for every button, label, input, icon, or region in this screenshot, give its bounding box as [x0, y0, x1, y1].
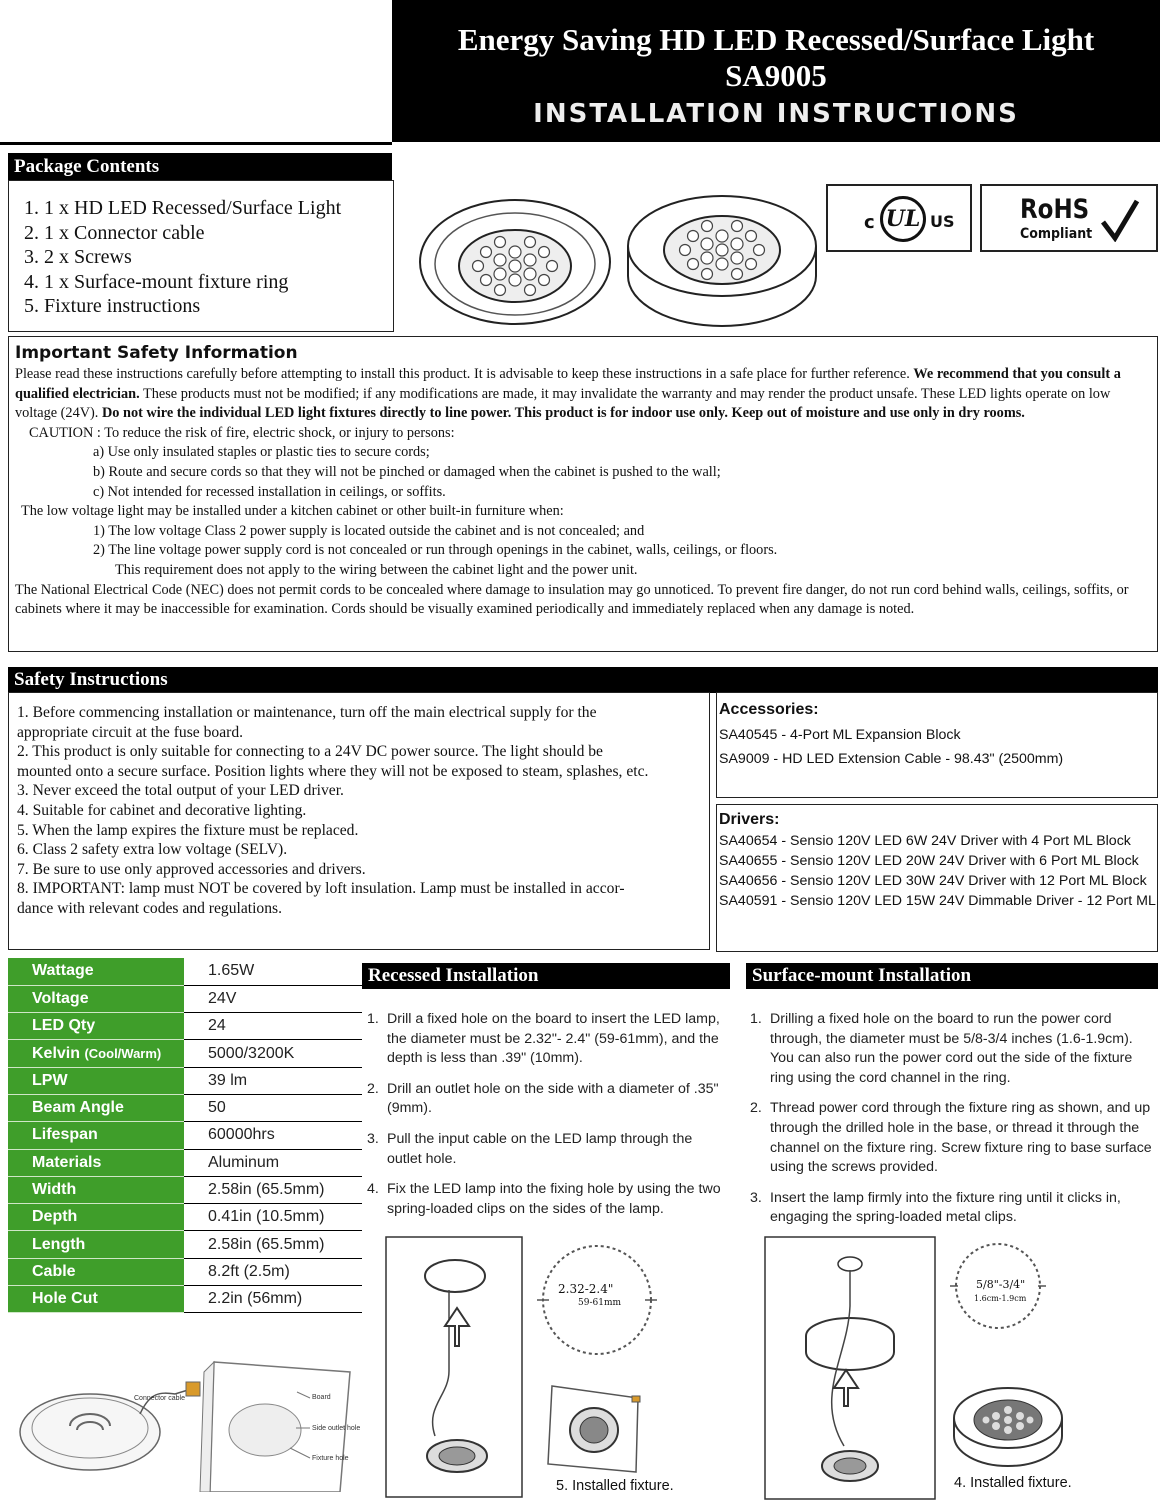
list-item: 3. 2 x Screws: [24, 246, 132, 268]
table-row: [8, 1231, 362, 1258]
list-item: 3. Never exceed the total output of your LED driver.: [17, 782, 344, 800]
surface-mount-heading: Surface-mount Installation: [746, 963, 1158, 989]
nec-paragraph: The National Electrical Code (NEC) does not permit cords to be concealed where damage to insulation may go unnoticed. To prevent fire danger, do not run cord behind walls, ceilings, soffits, or cabinets where it may be inaccessible for examination. Cords should be visually examined periodically and immediately replaced when any damage is noted.: [15, 581, 1129, 618]
spec-value: 50: [184, 1094, 362, 1121]
important-safety-heading: Important Safety Information: [15, 343, 298, 363]
spec-label-note: (Cool/Warm): [84, 1045, 162, 1061]
list-item: 1. 1 x HD LED Recessed/Surface Light: [24, 197, 342, 219]
important-safety-section: [8, 336, 1158, 652]
spec-value: 1.65W: [184, 958, 362, 985]
list-item: 5. Fixture instructions: [24, 295, 201, 317]
spec-label: Kelvin: [32, 1044, 81, 1062]
list-item: [750, 1189, 1152, 1228]
surface-hole-dimension: 5/8"-3/4": [976, 1278, 1026, 1291]
accessories-heading: Accessories:: [719, 701, 819, 718]
list-item: 6. Class 2 safety extra low voltage (SELV).: [17, 841, 288, 859]
fixture-hole-label: Fixture hole: [312, 1455, 349, 1462]
spec-label: Length: [8, 1231, 184, 1258]
spec-label: LED Qty: [8, 1013, 184, 1040]
step-number: 3.: [367, 1130, 379, 1147]
spec-label: Lifespan: [8, 1122, 184, 1149]
safety-text: These products must not be modified; if any modifications are made, it may invalidate the warranty and may render the product unsafe. These LED lights operate on low voltage (24V).: [15, 385, 1111, 422]
spec-label: Materials: [8, 1149, 184, 1176]
list-item: 2. 1 x Connector cable: [24, 221, 205, 244]
side-outlet-hole-label: Side outlet hole: [312, 1425, 361, 1432]
caution-item: c) Not intended for recessed installation in ceilings, or soffits.: [93, 483, 446, 500]
document-subtitle: INSTALLATION INSTRUCTIONS: [533, 99, 1019, 129]
ul-circle-icon: UL: [880, 196, 926, 242]
step-number: 2.: [367, 1080, 379, 1097]
safety-text-bold: We recommend that you consult a qualified electrician.: [15, 366, 1121, 402]
model-number: SA9005: [725, 58, 827, 93]
list-item: SA9009 - HD LED Extension Cable - 98.43" (2500mm): [719, 751, 1064, 767]
safety-instructions-heading: Safety Instructions: [8, 667, 1158, 693]
caution-item: b) Route and secure cords so that they will not be pinched or damaged when the cabinet is pushed to the wall;: [93, 463, 721, 480]
surface-hole-dimension-metric: 1.6cm-1.9cm: [974, 1294, 1027, 1303]
safety-instructions-box: [8, 692, 710, 950]
spec-value: 2.58in (65.5mm): [184, 1231, 362, 1258]
spec-label: Depth: [8, 1204, 184, 1231]
table-row: [8, 1286, 362, 1313]
table-row: [8, 958, 362, 985]
low-voltage-item: 2) The line voltage power supply cord is not concealed or run through openings in the cabinet, walls, ceilings, or floors.: [93, 542, 778, 559]
spec-value: Aluminum: [184, 1149, 362, 1176]
list-item: SA40654 - Sensio 120V LED 6W 24V Driver with 4 Port ML Block: [719, 833, 1131, 849]
list-item: mounted onto a secure surface. Position lights where they will not be exposed to steam, splashes, etc.: [17, 762, 649, 780]
spec-value: 8.2ft (2.5m): [184, 1258, 362, 1285]
list-item: 5. When the lamp expires the fixture must be replaced.: [17, 821, 359, 839]
spec-value: 24: [184, 1013, 362, 1040]
product-title: Energy Saving HD LED Recessed/Surface Light: [457, 22, 1095, 57]
caution-text: To reduce the risk of fire, electric shock, or injury to persons:: [100, 424, 455, 441]
list-item: [750, 1099, 1152, 1177]
spec-value: 0.41in (10.5mm): [184, 1204, 362, 1231]
recessed-hole-dimension-metric: 59-61mm: [578, 1298, 622, 1308]
spec-value: 5000/3200K: [184, 1040, 362, 1067]
rohs-certification-mark: [980, 184, 1158, 252]
surface-mount-steps: [750, 1010, 1152, 1239]
table-row: [8, 1013, 362, 1040]
list-item: appropriate circuit at the fuse board.: [17, 723, 244, 741]
list-item: [367, 1180, 723, 1219]
table-row: [8, 1176, 362, 1203]
list-item: SA40545 - 4-Port ML Expansion Block: [719, 727, 961, 743]
list-item: SA40591 - Sensio 120V LED 15W 24V Dimmable Driver - 12 Port ML: [719, 893, 1156, 909]
rohs-label: RoHS: [1020, 194, 1090, 225]
spec-label: Width: [8, 1176, 184, 1203]
ul-certification-mark: [826, 184, 972, 252]
spec-label: Cable: [8, 1258, 184, 1285]
spec-value: 2.2in (56mm): [184, 1286, 362, 1313]
connector-cable-label: Connector cable: [134, 1395, 185, 1402]
spec-value: 2.58in (65.5mm): [184, 1176, 362, 1203]
spec-value: 24V: [184, 985, 362, 1012]
connector-diagram: [10, 1352, 360, 1492]
step-number: 3.: [750, 1189, 762, 1206]
list-item: 7. Be sure to use only approved accessories and drivers.: [17, 860, 366, 878]
table-row: [8, 1067, 362, 1094]
spec-value: 60000hrs: [184, 1122, 362, 1149]
spec-label: LPW: [8, 1067, 184, 1094]
step-number: 1.: [750, 1011, 762, 1027]
table-row: [8, 1094, 362, 1121]
recessed-installed-caption: 5. Installed fixture.: [556, 1478, 674, 1494]
recessed-hole-dimension: 2.32-2.4": [558, 1282, 614, 1296]
list-item: 8. IMPORTANT: lamp must NOT be covered by loft insulation. Lamp must be installed in accor-: [17, 880, 625, 898]
low-voltage-note: This requirement does not apply to the wiring between the cabinet light and the power unit.: [115, 561, 638, 578]
low-voltage-item: 1) The low voltage Class 2 power supply is located outside the cabinet and is not concealed; and: [93, 522, 645, 539]
spec-label: Beam Angle: [8, 1094, 184, 1121]
table-row: [8, 1204, 362, 1231]
step-text: Pull the input cable on the LED lamp through the outlet hole.: [387, 1130, 693, 1167]
table-row: [8, 1040, 362, 1067]
safety-paragraph: [15, 365, 1151, 424]
step-text: Thread power cord through the fixture ring as shown, and up through the drilled hole in the base, or thread it through the channel on the fixture ring. Screw fixture ring to base surface using the screws provided.: [770, 1100, 1152, 1176]
header-banner: [392, 0, 1160, 142]
product-image-surface: [622, 186, 822, 332]
product-image-recessed: [416, 190, 614, 330]
checkmark-icon: [1100, 198, 1140, 242]
board-label: Board: [312, 1394, 331, 1401]
step-text: Drill a fixed hole on the board to insert the LED lamp, the diameter must be 2.32"- 2.4" (59-61mm), and the depth is less than .39" (10mm).: [387, 1011, 720, 1067]
low-voltage-line: The low voltage light may be installed under a kitchen cabinet or other built-in furniture when:: [21, 503, 564, 520]
step-number: 2.: [750, 1100, 762, 1117]
table-row: [8, 985, 362, 1012]
surface-installed-caption: 4. Installed fixture.: [954, 1475, 1072, 1491]
list-item: 1. Before commencing installation or maintenance, turn off the main electrical supply for the: [17, 704, 597, 721]
drivers-heading: Drivers:: [719, 811, 780, 828]
spec-label: Wattage: [8, 958, 184, 985]
installed-fixture-recessed-image: [544, 1380, 644, 1476]
list-item: [750, 1010, 1152, 1088]
recessed-steps: [367, 1010, 723, 1230]
step-text: Drill an outlet hole on the side with a diameter of .35" (9mm).: [387, 1080, 719, 1117]
step-text: Drilling a fixed hole on the board to run the power cord through, the diameter must be 5/8-3/4 inches (1.6-1.9cm). You can also run the power cord out the side of the fixture ring using the cord channel in the ring.: [770, 1011, 1133, 1086]
list-item: dance with relevant codes and regulations.: [17, 899, 282, 917]
ul-c-letter: c: [864, 212, 875, 233]
spec-label: Hole Cut: [8, 1286, 184, 1313]
list-item: 4. 1 x Surface-mount fixture ring: [24, 270, 289, 293]
spec-label: Voltage: [8, 985, 184, 1012]
table-row: [8, 1258, 362, 1285]
table-row: [8, 1149, 362, 1176]
list-item: 4. Suitable for cabinet and decorative lighting.: [17, 801, 307, 819]
list-item: [367, 1130, 723, 1169]
installed-fixture-surface-image: [950, 1378, 1066, 1472]
step-number: 1.: [367, 1011, 379, 1027]
spec-label-kelvin: [8, 1040, 184, 1067]
list-item: SA40655 - Sensio 120V LED 20W 24V Driver with 6 Port ML Block: [719, 853, 1139, 869]
surface-install-diagram: [764, 1236, 936, 1500]
step-number: 4.: [367, 1181, 379, 1198]
drivers-box: [716, 804, 1158, 952]
caution-line: [15, 424, 1151, 444]
ul-us-letters: US: [930, 212, 955, 231]
safety-text: Please read these instructions carefully before attempting to install this product. It is advisable to keep these instructions in a safe place for further reference.: [15, 366, 914, 382]
package-heading: Package Contents: [8, 153, 392, 180]
rohs-compliant-label: Compliant: [1020, 226, 1093, 242]
list-item: 2. This product is only suitable for connecting to a 24V DC power source. The light should be: [17, 743, 603, 761]
package-list: [24, 196, 341, 319]
safety-text-bold: Do not wire the individual LED light fixtures directly to line power. This product is for indoor use only. Keep out of moisture and use only in dry rooms.: [101, 405, 1025, 422]
table-row: [8, 1122, 362, 1149]
list-item: [367, 1080, 723, 1119]
list-item: SA40656 - Sensio 120V LED 30W 24V Driver with 12 Port ML Block: [719, 873, 1147, 889]
header-divider: [0, 142, 392, 145]
recessed-install-diagram: [385, 1236, 523, 1498]
list-item: [367, 1010, 723, 1069]
step-text: Insert the lamp firmly into the fixture ring until it clicks in, engaging the spring-loaded metal clips.: [770, 1189, 1121, 1226]
recessed-heading: Recessed Installation: [362, 963, 730, 989]
accessories-box: [716, 692, 1158, 798]
step-text: Fix the LED lamp into the fixing hole by using the two spring-loaded clips on the sides of the lamp.: [387, 1181, 721, 1217]
spec-value: 39 lm: [184, 1067, 362, 1094]
specifications-table: [8, 958, 362, 1313]
caution-label: CAUTION :: [29, 424, 101, 441]
caution-item: a) Use only insulated staples or plastic ties to secure cords;: [93, 444, 430, 461]
